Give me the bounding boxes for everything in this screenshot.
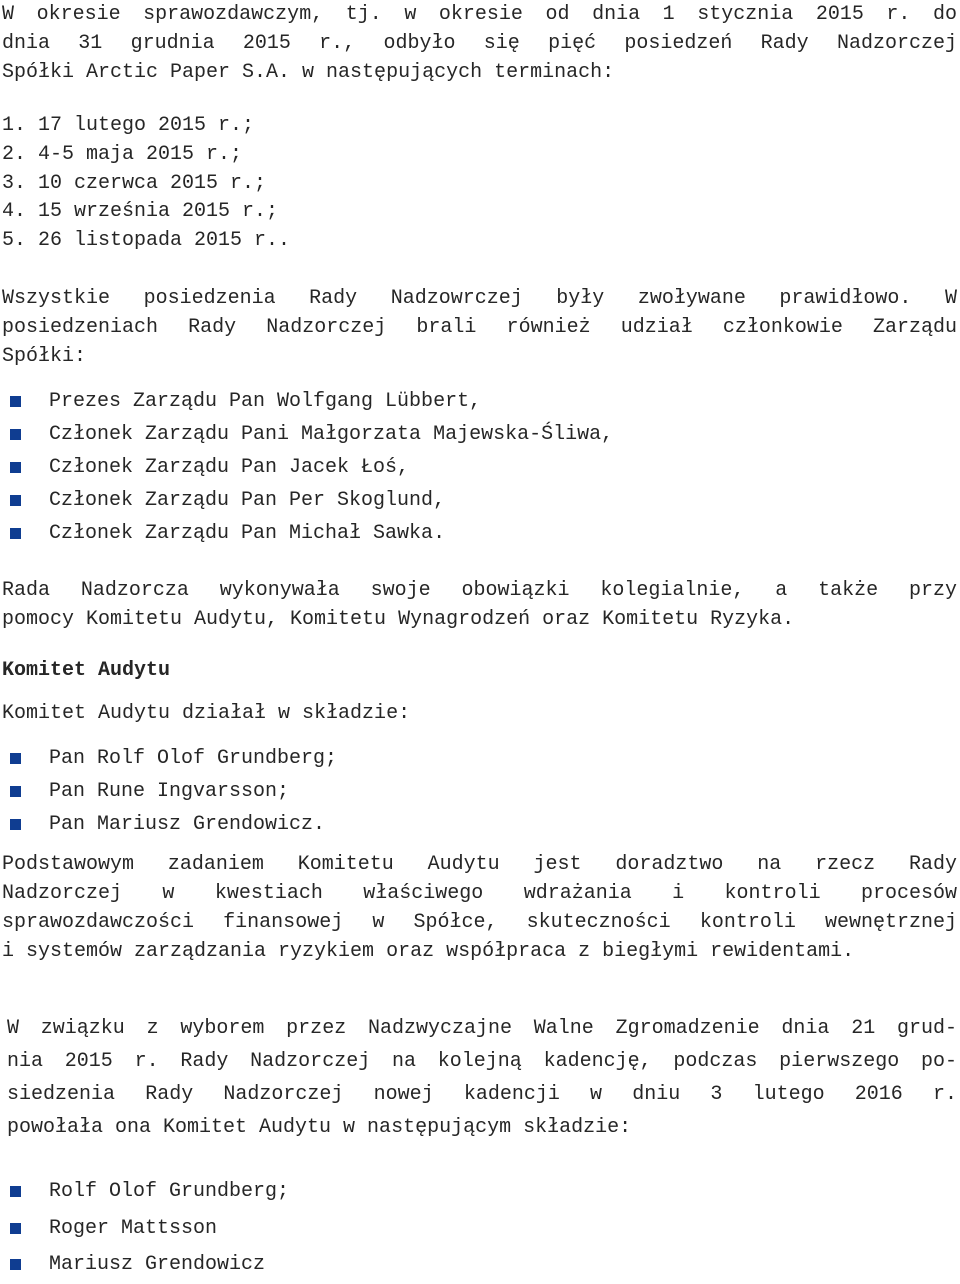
square-bullet-icon xyxy=(10,495,21,506)
text-line: Nadzorczej w kwestiach właściwego wdrażania i kontroli procesów xyxy=(2,882,957,905)
list-item: 4. 15 września 2015 r.; xyxy=(2,200,279,224)
list-item xyxy=(10,808,910,841)
text-line: Wszystkie posiedzenia Rady Nadzowrczej były zwoływane prawidłowo. W xyxy=(2,287,957,310)
intro-paragraph xyxy=(2,0,957,87)
list-item-text: Członek Zarządu Pan Per Skoglund, xyxy=(49,489,446,512)
audit-composition-intro: Komitet Audytu działał w składzie: xyxy=(2,702,411,725)
meeting-dates-list xyxy=(2,112,602,256)
list-item xyxy=(10,418,910,451)
list-item-text: Roger Mattsson xyxy=(49,1216,218,1240)
text-line: i systemów zarządzania ryzykiem oraz współpraca z biegłymi rewidentami. xyxy=(2,940,855,963)
audit-task-paragraph xyxy=(2,850,957,966)
text-line: W okresie sprawozdawczym, tj. w okresie od dnia 1 stycznia 2015 r. do xyxy=(2,3,957,26)
list-item-text: Pan Rune Ingvarsson; xyxy=(49,780,290,803)
square-bullet-icon xyxy=(10,753,21,764)
square-bullet-icon xyxy=(10,1223,21,1234)
square-bullet-icon xyxy=(10,1186,21,1197)
collegial-paragraph xyxy=(2,576,957,634)
list-item-text: Członek Zarządu Pan Michał Sawka. xyxy=(49,522,446,545)
text-line: nia 2015 r. Rady Nadzorczej na kolejną kadencję, podczas pierwszego po- xyxy=(7,1050,957,1073)
new-audit-members-list xyxy=(10,1174,910,1284)
list-item xyxy=(10,742,910,775)
text-line: Podstawowym zadaniem Komitetu Audytu jest doradztwo na rzecz Rady xyxy=(2,853,957,876)
square-bullet-icon xyxy=(10,462,21,473)
convened-paragraph xyxy=(2,284,957,371)
text-line: siedzenia Rady Nadzorczej nowej kadencji w dniu 3 lutego 2016 r. xyxy=(7,1083,957,1106)
text-line: powołała ona Komitet Audytu w następującym składzie: xyxy=(7,1116,632,1139)
text-line: W związku z wyborem przez Nadzwyczajne Walne Zgromadzenie dnia 21 grud- xyxy=(7,1017,957,1040)
list-item xyxy=(10,517,910,550)
board-members-list xyxy=(10,385,910,550)
list-item-text: Mariusz Grendowicz xyxy=(49,1253,266,1276)
list-item-text: Rolf Olof Grundberg; xyxy=(49,1180,290,1203)
text-line: posiedzeniach Rady Nadzorczej brali również udział członkowie Zarządu xyxy=(2,316,957,339)
list-item xyxy=(10,1247,910,1284)
square-bullet-icon xyxy=(10,1259,21,1270)
section-heading: Komitet Audytu xyxy=(2,659,171,682)
square-bullet-icon xyxy=(10,528,21,539)
list-item-text: Prezes Zarządu Pan Wolfgang Lübbert, xyxy=(49,390,482,413)
text-line: pomocy Komitetu Audytu, Komitetu Wynagrodzeń oraz Komitetu Ryzyka. xyxy=(2,608,795,631)
new-term-paragraph xyxy=(7,1012,957,1144)
square-bullet-icon xyxy=(10,786,21,797)
text-line: Rada Nadzorcza wykonywała swoje obowiązki kolegialnie, a także przy xyxy=(2,579,957,602)
square-bullet-icon xyxy=(10,396,21,407)
list-item-text: Członek Zarządu Pan Jacek Łoś, xyxy=(49,456,410,479)
list-item: 2. 4-5 maja 2015 r.; xyxy=(2,142,243,166)
list-item xyxy=(10,1174,910,1211)
square-bullet-icon xyxy=(10,429,21,440)
list-item xyxy=(10,775,910,808)
list-item xyxy=(10,451,910,484)
list-item-text: Członek Zarządu Pani Małgorzata Majewska-Śliwa, xyxy=(49,423,614,446)
list-item: 1. 17 lutego 2015 r.; xyxy=(2,114,255,137)
list-item: 5. 26 listopada 2015 r.. xyxy=(2,229,291,253)
audit-members-list xyxy=(10,742,910,841)
list-item-text: Pan Rolf Olof Grundberg; xyxy=(49,747,338,770)
list-item xyxy=(10,385,910,418)
text-line: sprawozdawczości finansowej w Spółce, skuteczności kontroli wewnętrznej xyxy=(2,911,957,934)
list-item-text: Pan Mariusz Grendowicz. xyxy=(49,813,326,836)
square-bullet-icon xyxy=(10,819,21,830)
text-line: dnia 31 grudnia 2015 r., odbyło się pięć posiedzeń Rady Nadzorczej xyxy=(2,32,957,55)
list-item xyxy=(10,1211,910,1248)
text-line: Spółki: xyxy=(2,345,87,368)
list-item: 3. 10 czerwca 2015 r.; xyxy=(2,171,267,195)
list-item xyxy=(10,484,910,517)
text-line: Spółki Arctic Paper S.A. w następujących terminach: xyxy=(2,61,615,84)
